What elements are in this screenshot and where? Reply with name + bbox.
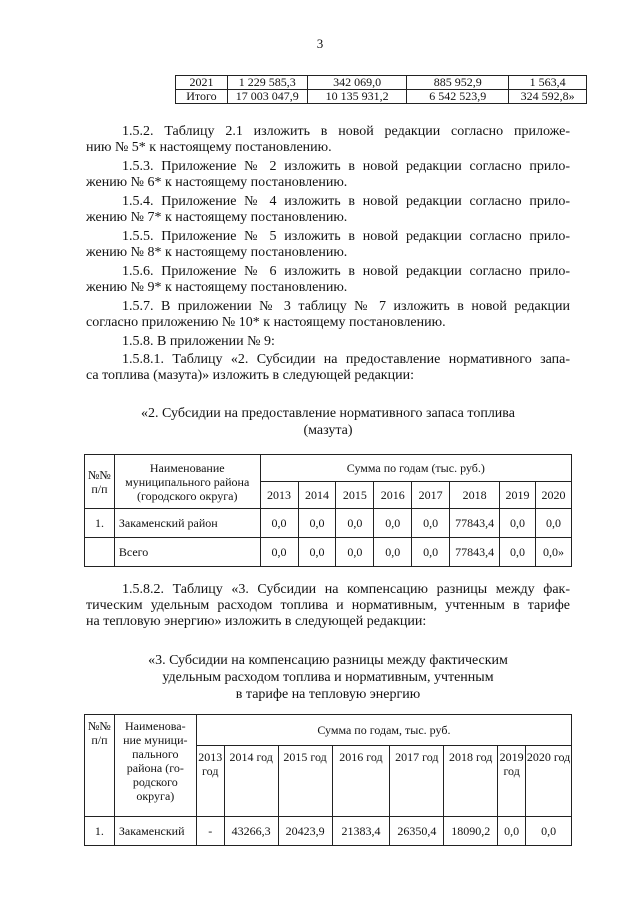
column-header-name: Наименование муниципального района (городского округа) bbox=[114, 455, 260, 509]
paragraph-line: 1.5.6. Приложение № 6 изложить в новой редакции согласно прило- bbox=[122, 264, 570, 279]
year-header: 2013 год bbox=[196, 746, 224, 817]
column-header-number: №№ п/п bbox=[85, 455, 115, 509]
year-header: 2019 bbox=[500, 482, 536, 509]
year-header: 2017 bbox=[412, 482, 450, 509]
paragraph-line: жению № 7* к настоящему постановлению. bbox=[86, 210, 348, 225]
table-cell: 885 952,9 bbox=[407, 76, 509, 90]
page-number: 3 bbox=[316, 36, 324, 51]
row-name: Закаменский bbox=[114, 817, 196, 846]
table-row bbox=[85, 509, 572, 538]
year-header: 2014 год bbox=[224, 746, 278, 817]
column-header-number: №№ п/п bbox=[85, 715, 115, 817]
paragraph-line: 1.5.3. Приложение № 2 изложить в новой редакции согласно прило- bbox=[122, 159, 570, 174]
paragraph-1-5-8-1 bbox=[86, 352, 570, 384]
paragraph-1-5-3 bbox=[86, 159, 570, 191]
table-cell: 0,0 bbox=[298, 538, 336, 567]
table-cell: Итого bbox=[176, 90, 228, 104]
table-cell: 10 135 931,2 bbox=[307, 90, 407, 104]
paragraph-line: 1.5.8.1. Таблицу «2. Субсидии на предоставление нормативного запа- bbox=[122, 352, 570, 367]
year-header: 2018 год bbox=[444, 746, 498, 817]
paragraph-line: 1.5.8.2. Таблицу «3. Субсидии на компенсацию разницы между фак- bbox=[122, 582, 570, 597]
fuel-compensation-subsidy-table bbox=[84, 714, 572, 846]
table-cell: 77843,4 bbox=[450, 538, 500, 567]
paragraph-line: на тепловую энергию» изложить в следующей редакции: bbox=[86, 614, 427, 629]
year-header: 2014 bbox=[298, 482, 336, 509]
paragraph-1-5-7 bbox=[86, 299, 570, 331]
paragraph-1-5-4 bbox=[86, 194, 570, 226]
year-header: 2020 bbox=[535, 482, 571, 509]
table-cell: 0,0» bbox=[535, 538, 571, 567]
table-cell: - bbox=[196, 817, 224, 846]
heading-line: «3. Субсидии на компенсацию разницы между фактическим bbox=[148, 653, 508, 668]
paragraph-line: нию № 5* к настоящему постановлению. bbox=[86, 140, 332, 155]
paragraph-1-5-8 bbox=[86, 334, 570, 350]
table-cell: 43266,3 bbox=[224, 817, 278, 846]
table-cell: 0,0 bbox=[500, 538, 536, 567]
table-cell: 1 563,4 bbox=[509, 76, 587, 90]
paragraph-line: 1.5.2. Таблицу 2.1 изложить в новой редакции согласно приложе- bbox=[122, 124, 570, 139]
table-cell: 0,0 bbox=[336, 509, 374, 538]
column-header-sum: Сумма по годам (тыс. руб.) bbox=[260, 455, 571, 482]
paragraph-line: жению № 6* к настоящему постановлению. bbox=[86, 175, 348, 190]
heading-line: «2. Субсидии на предоставление нормативного запаса топлива bbox=[141, 406, 515, 421]
table-cell: 0,0 bbox=[412, 538, 450, 567]
year-header: 2017 год bbox=[390, 746, 444, 817]
paragraph-line: 1.5.7. В приложении № 3 таблицу № 7 изложить в новой редакции bbox=[122, 299, 570, 314]
paragraph-line: согласно приложению № 10* к настоящему постановлению. bbox=[86, 315, 446, 330]
row-number: 1. bbox=[85, 509, 115, 538]
table-cell: 0,0 bbox=[260, 538, 298, 567]
table-cell: 0,0 bbox=[374, 509, 412, 538]
paragraph-line: 1.5.8. В приложении № 9: bbox=[122, 334, 275, 349]
table-row bbox=[85, 817, 572, 846]
paragraph-line: 1.5.5. Приложение № 5 изложить в новой редакции согласно прило- bbox=[122, 229, 570, 244]
paragraph-1-5-8-2 bbox=[86, 582, 570, 630]
column-header-name: Наименова- ние муници- пального района (го- родского округа) bbox=[114, 715, 196, 817]
table-cell: 0,0 bbox=[336, 538, 374, 567]
row-number bbox=[85, 538, 115, 567]
table-cell: 0,0 bbox=[526, 817, 572, 846]
table-cell: 0,0 bbox=[498, 817, 526, 846]
table-cell: 77843,4 bbox=[450, 509, 500, 538]
paragraph-line: жению № 8* к настоящему постановлению. bbox=[86, 245, 348, 260]
year-header: 2020 год bbox=[526, 746, 572, 817]
table-3-heading bbox=[86, 652, 570, 703]
heading-line: удельным расходом топлива и нормативным, учтенным bbox=[162, 670, 494, 685]
table-cell: 2021 bbox=[176, 76, 228, 90]
paragraph-line: 1.5.4. Приложение № 4 изложить в новой редакции согласно прило- bbox=[122, 194, 570, 209]
paragraph-1-5-2 bbox=[86, 124, 570, 156]
year-header: 2013 bbox=[260, 482, 298, 509]
heading-line: (мазута) bbox=[303, 423, 353, 438]
table-cell: 1 229 585,3 bbox=[227, 76, 307, 90]
year-header: 2016 bbox=[374, 482, 412, 509]
year-header: 2019 год bbox=[498, 746, 526, 817]
paragraph-1-5-5 bbox=[86, 229, 570, 261]
table-cell: 342 069,0 bbox=[307, 76, 407, 90]
table-cell: 17 003 047,9 bbox=[227, 90, 307, 104]
table-row bbox=[176, 76, 587, 90]
table-cell: 18090,2 bbox=[444, 817, 498, 846]
fuel-reserve-subsidy-table bbox=[84, 454, 572, 567]
year-header: 2015 год bbox=[278, 746, 332, 817]
table-cell: 20423,9 bbox=[278, 817, 332, 846]
table-header-row bbox=[85, 455, 572, 482]
table-cell: 0,0 bbox=[500, 509, 536, 538]
table-cell: 0,0 bbox=[412, 509, 450, 538]
column-header-sum: Сумма по годам, тыс. руб. bbox=[196, 715, 571, 746]
table-row bbox=[176, 90, 587, 104]
paragraph-1-5-6 bbox=[86, 264, 570, 296]
row-name: Всего bbox=[114, 538, 260, 567]
table-cell: 6 542 523,9 bbox=[407, 90, 509, 104]
row-number: 1. bbox=[85, 817, 115, 846]
table-row bbox=[85, 538, 572, 567]
table-cell: 0,0 bbox=[260, 509, 298, 538]
table-cell: 324 592,8» bbox=[509, 90, 587, 104]
year-header: 2015 bbox=[336, 482, 374, 509]
row-name: Закаменский район bbox=[114, 509, 260, 538]
budget-summary-table bbox=[175, 75, 587, 104]
paragraph-line: са топлива (мазута)» изложить в следующей редакции: bbox=[86, 368, 414, 383]
table-cell: 21383,4 bbox=[332, 817, 390, 846]
table-cell: 0,0 bbox=[535, 509, 571, 538]
heading-line: в тарифе на тепловую энергию bbox=[235, 687, 421, 702]
table-2-heading bbox=[86, 405, 570, 439]
paragraph-line: тическим удельным расходом топлива и нормативным, учтенным в тарифе bbox=[86, 598, 570, 613]
table-header-row bbox=[85, 715, 572, 746]
paragraph-line: жению № 9* к настоящему постановлению. bbox=[86, 280, 348, 295]
table-cell: 0,0 bbox=[298, 509, 336, 538]
year-header: 2018 bbox=[450, 482, 500, 509]
year-header: 2016 год bbox=[332, 746, 390, 817]
table-cell: 26350,4 bbox=[390, 817, 444, 846]
table-cell: 0,0 bbox=[374, 538, 412, 567]
